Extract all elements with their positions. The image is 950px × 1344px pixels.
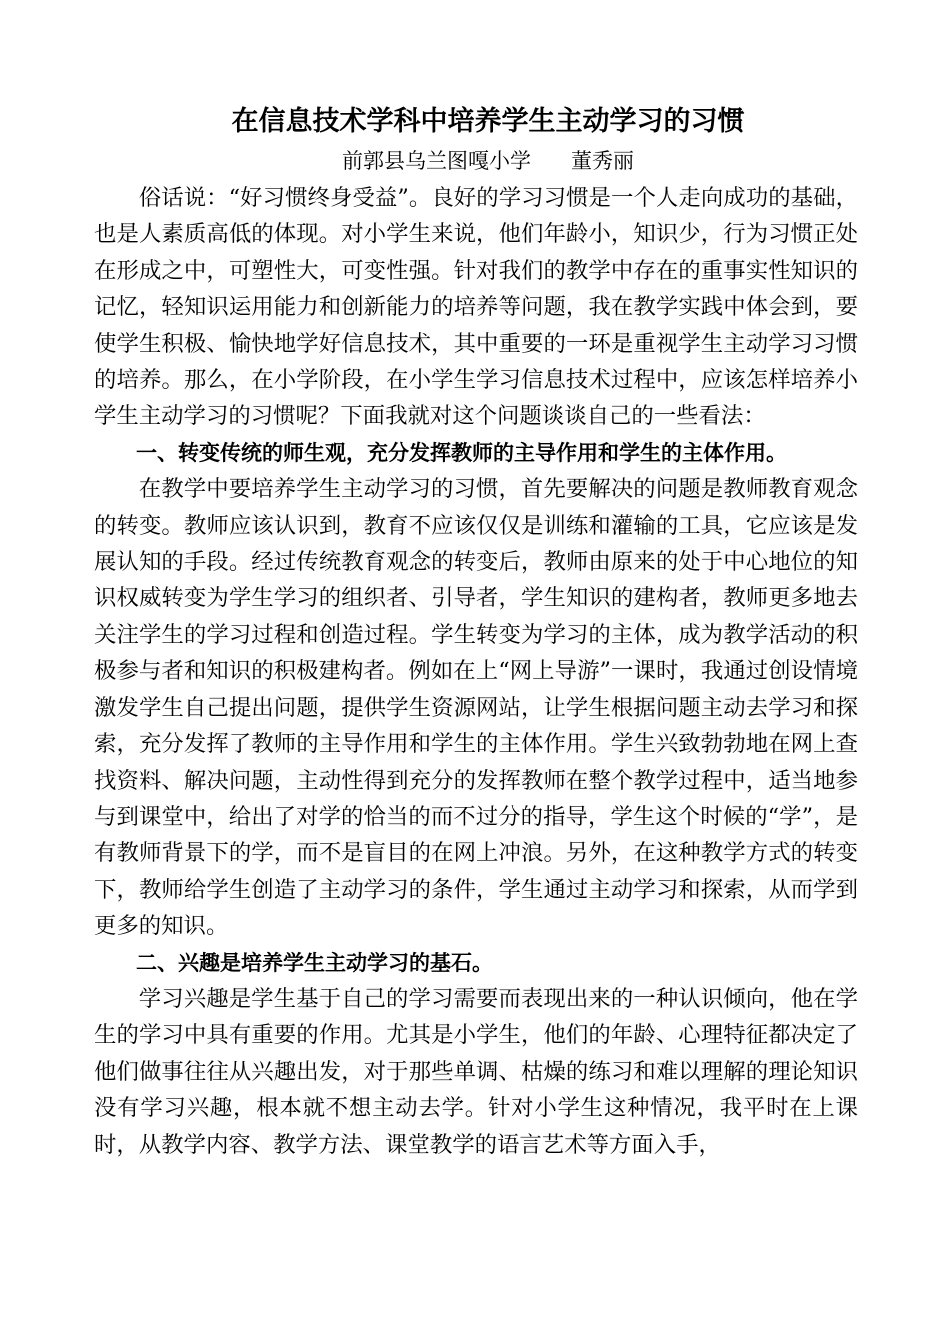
intro-paragraph: 俗话说：“好习惯终身受益”。良好的学习习惯是一个人走向成功的基础，也是人素质高低的体现。对小学生来说，他们年龄小，知识少，行为习惯正处在形成之中，可塑性大，可变性强。针对我们的教学中存在的重事实性知识的记忆，轻知识运用能力和创新能力的培养等问题，我在教学实践中体会到，要使学生积极、愉快地学好信息技术，其中重要的一环是重视学生主动学习习惯的培养。那么，在小学阶段，在小学生学习信息技术过程中，应该怎样培养小学生主动学习的习惯呢？下面我就对这个问题谈谈自己的一些看法： — [94, 185, 858, 430]
section-1-paragraph: 在教学中要培养学生主动学习的习惯，首先要解决的问题是教师教育观念的转变。教师应该认识到，教育不应该仅仅是训练和灌输的工具，它应该是发展认知的手段。经过传统教育观念的转变后，教师由原来的处于中心地位的知识权威转变为学生学习的组织者、引导者，学生知识的建构者，教师更多地去关注学生的学习过程和创造过程。学生转变为学习的主体，成为教学活动的积极参与者和知识的积极建构者。例如在上“网上导游”一课时，我通过创设情境激发学生自己提出问题，提供学生资源网站，让学生根据问题主动去学习和探索，充分发挥了教师的主导作用和学生的主体作用。学生兴致勃勃地在网上查找资料、解决问题，主动性得到充分的发挥教师在整个教学过程中，适当地参与到课堂中，给出了对学的恰当的而不过分的指导，学生这个时候的“学”，是有教师背景下的学，而不是盲目的在网上冲浪。另外，在这种教学方式的转变下，教师给学生创造了主动学习的条件，学生通过主动学习和探索，从而学到更多的知识。 — [94, 476, 858, 940]
section-heading-2: 二、兴趣是培养学生主动学习的基石。 — [136, 950, 493, 975]
section-heading-1: 一、转变传统的师生观，充分发挥教师的主导作用和学生的主体作用。 — [136, 440, 787, 465]
author-byline: 前郭县乌兰图嘎小学 董秀丽 — [341, 149, 635, 173]
document-page — [94, 100, 858, 1163]
document-title: 在信息技术学科中培养学生主动学习的习惯 — [231, 106, 745, 137]
section-2-paragraph: 学习兴趣是学生基于自己的学习需要而表现出来的一种认识倾向，他在学生的学习中具有重要的作用。尤其是小学生，他们的年龄、心理特征都决定了他们做事往往从兴趣出发，对于那些单调、枯燥的练习和难以理解的理论知识没有学习兴趣，根本就不想主动去学。针对小学生这种情况，我平时在上课时，从教学内容、教学方法、课堂教学的语言艺术等方面入手， — [94, 985, 858, 1158]
